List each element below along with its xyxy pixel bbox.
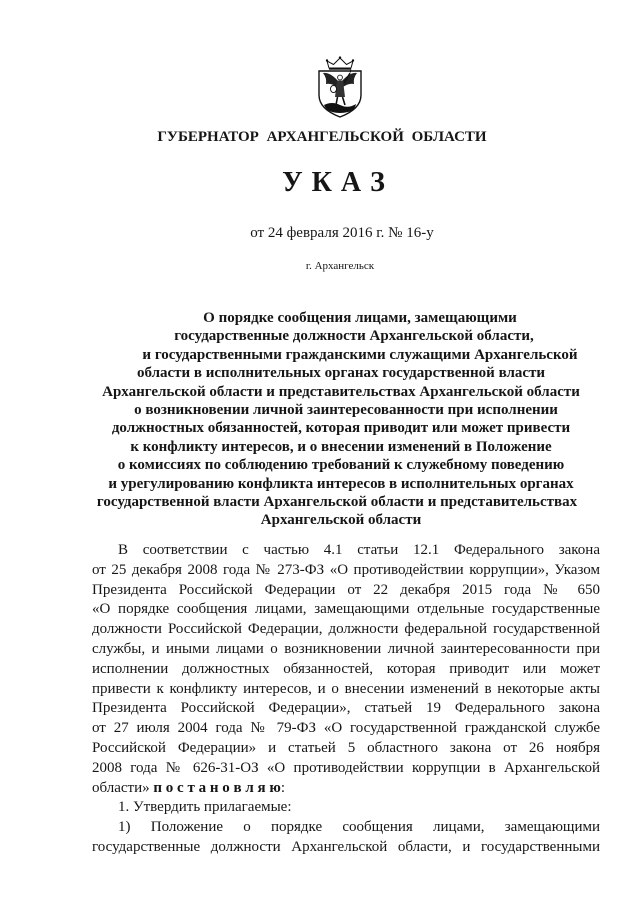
item-1: 1. Утвердить прилагаемые: — [118, 799, 292, 816]
preamble-line: «О порядке сообщения лицами, замещающими отдельные государственные — [92, 601, 600, 618]
date-and-number: от 24 февраля 2016 г. № 16-у — [250, 225, 434, 241]
preamble-line: Президента Российской Федерации», статьей 19 Федерального закона — [92, 700, 600, 717]
preamble-line: исполнении должностных обязанностей, которая приводит или может — [92, 660, 600, 677]
place-of-issue: г. Архангельск — [305, 260, 375, 272]
preamble-final-text: области» — [92, 779, 150, 796]
preamble-line: Президента Российской Федерации от 22 декабря 2015 года № 650 — [92, 581, 600, 598]
preamble-line: 2008 года № 626-31-ОЗ «О противодействии коррупции в Архангельской — [92, 759, 600, 776]
title-line: государственной власти Архангельской области и представительствах — [96, 493, 578, 510]
item-1-1-line: 1) Положение о порядке сообщения лицами, замещающими — [118, 819, 600, 836]
preamble-final-line — [92, 779, 600, 799]
preamble-line: службы, и иными лицами о возникновении личной заинтересованности при — [92, 640, 600, 657]
item-1-1-line: государственные должности Архангельской области, и государственными — [92, 838, 600, 855]
title-line: Архангельской области — [260, 512, 422, 529]
decree-title — [92, 309, 590, 530]
preamble-line: привести к конфликту интересов, и о внесении изменений в некоторые акты — [92, 680, 600, 697]
preamble-line: В соответствии с частью 4.1 статьи 12.1 Федерального закона — [118, 542, 600, 558]
decree-word: п о с т а н о в л я ю — [153, 779, 281, 796]
document-type: У К А З — [282, 167, 386, 198]
title-line: о возникновении личной заинтересованности при исполнении — [134, 401, 558, 418]
decree-body — [92, 541, 600, 858]
preamble-line: от 25 декабря 2008 года № 273-ФЗ «О противодействии коррупции», Указом — [92, 561, 600, 578]
title-line: к конфликту интересов, и о внесении изменений в Положение — [130, 438, 552, 455]
title-line: и урегулированию конфликта интересов в исполнительных органах — [108, 475, 574, 492]
title-line: Архангельской области и представительствах Архангельской области — [102, 383, 580, 400]
issuer-title: ГУБЕРНАТОР АРХАНГЕЛЬСКОЙ ОБЛАСТИ — [157, 129, 487, 145]
preamble-line: должности Российской Федерации, должности федеральной государственной — [92, 621, 600, 638]
title-line: области в исполнительных органах государственной власти — [136, 365, 546, 382]
preamble-line: от 27 июля 2004 года № 79-ФЗ «О государственной гражданской службе — [92, 720, 600, 737]
preamble-line: Российской Федерации» и статьей 5 областного закона от 26 ноября — [92, 739, 600, 756]
preamble-final-punct: : — [280, 779, 285, 796]
coat-of-arms-icon — [314, 56, 366, 118]
title-line: и государственными гражданскими служащими Архангельской — [142, 346, 578, 363]
title-line: О порядке сообщения лицами, замещающими — [203, 310, 517, 326]
title-line: должностных обязанностей, которая приводит или может привести — [111, 420, 571, 437]
title-line: государственные должности Архангельской области, — [174, 328, 534, 345]
title-line: о комиссиях по соблюдению требований к служебному поведению — [117, 457, 565, 474]
